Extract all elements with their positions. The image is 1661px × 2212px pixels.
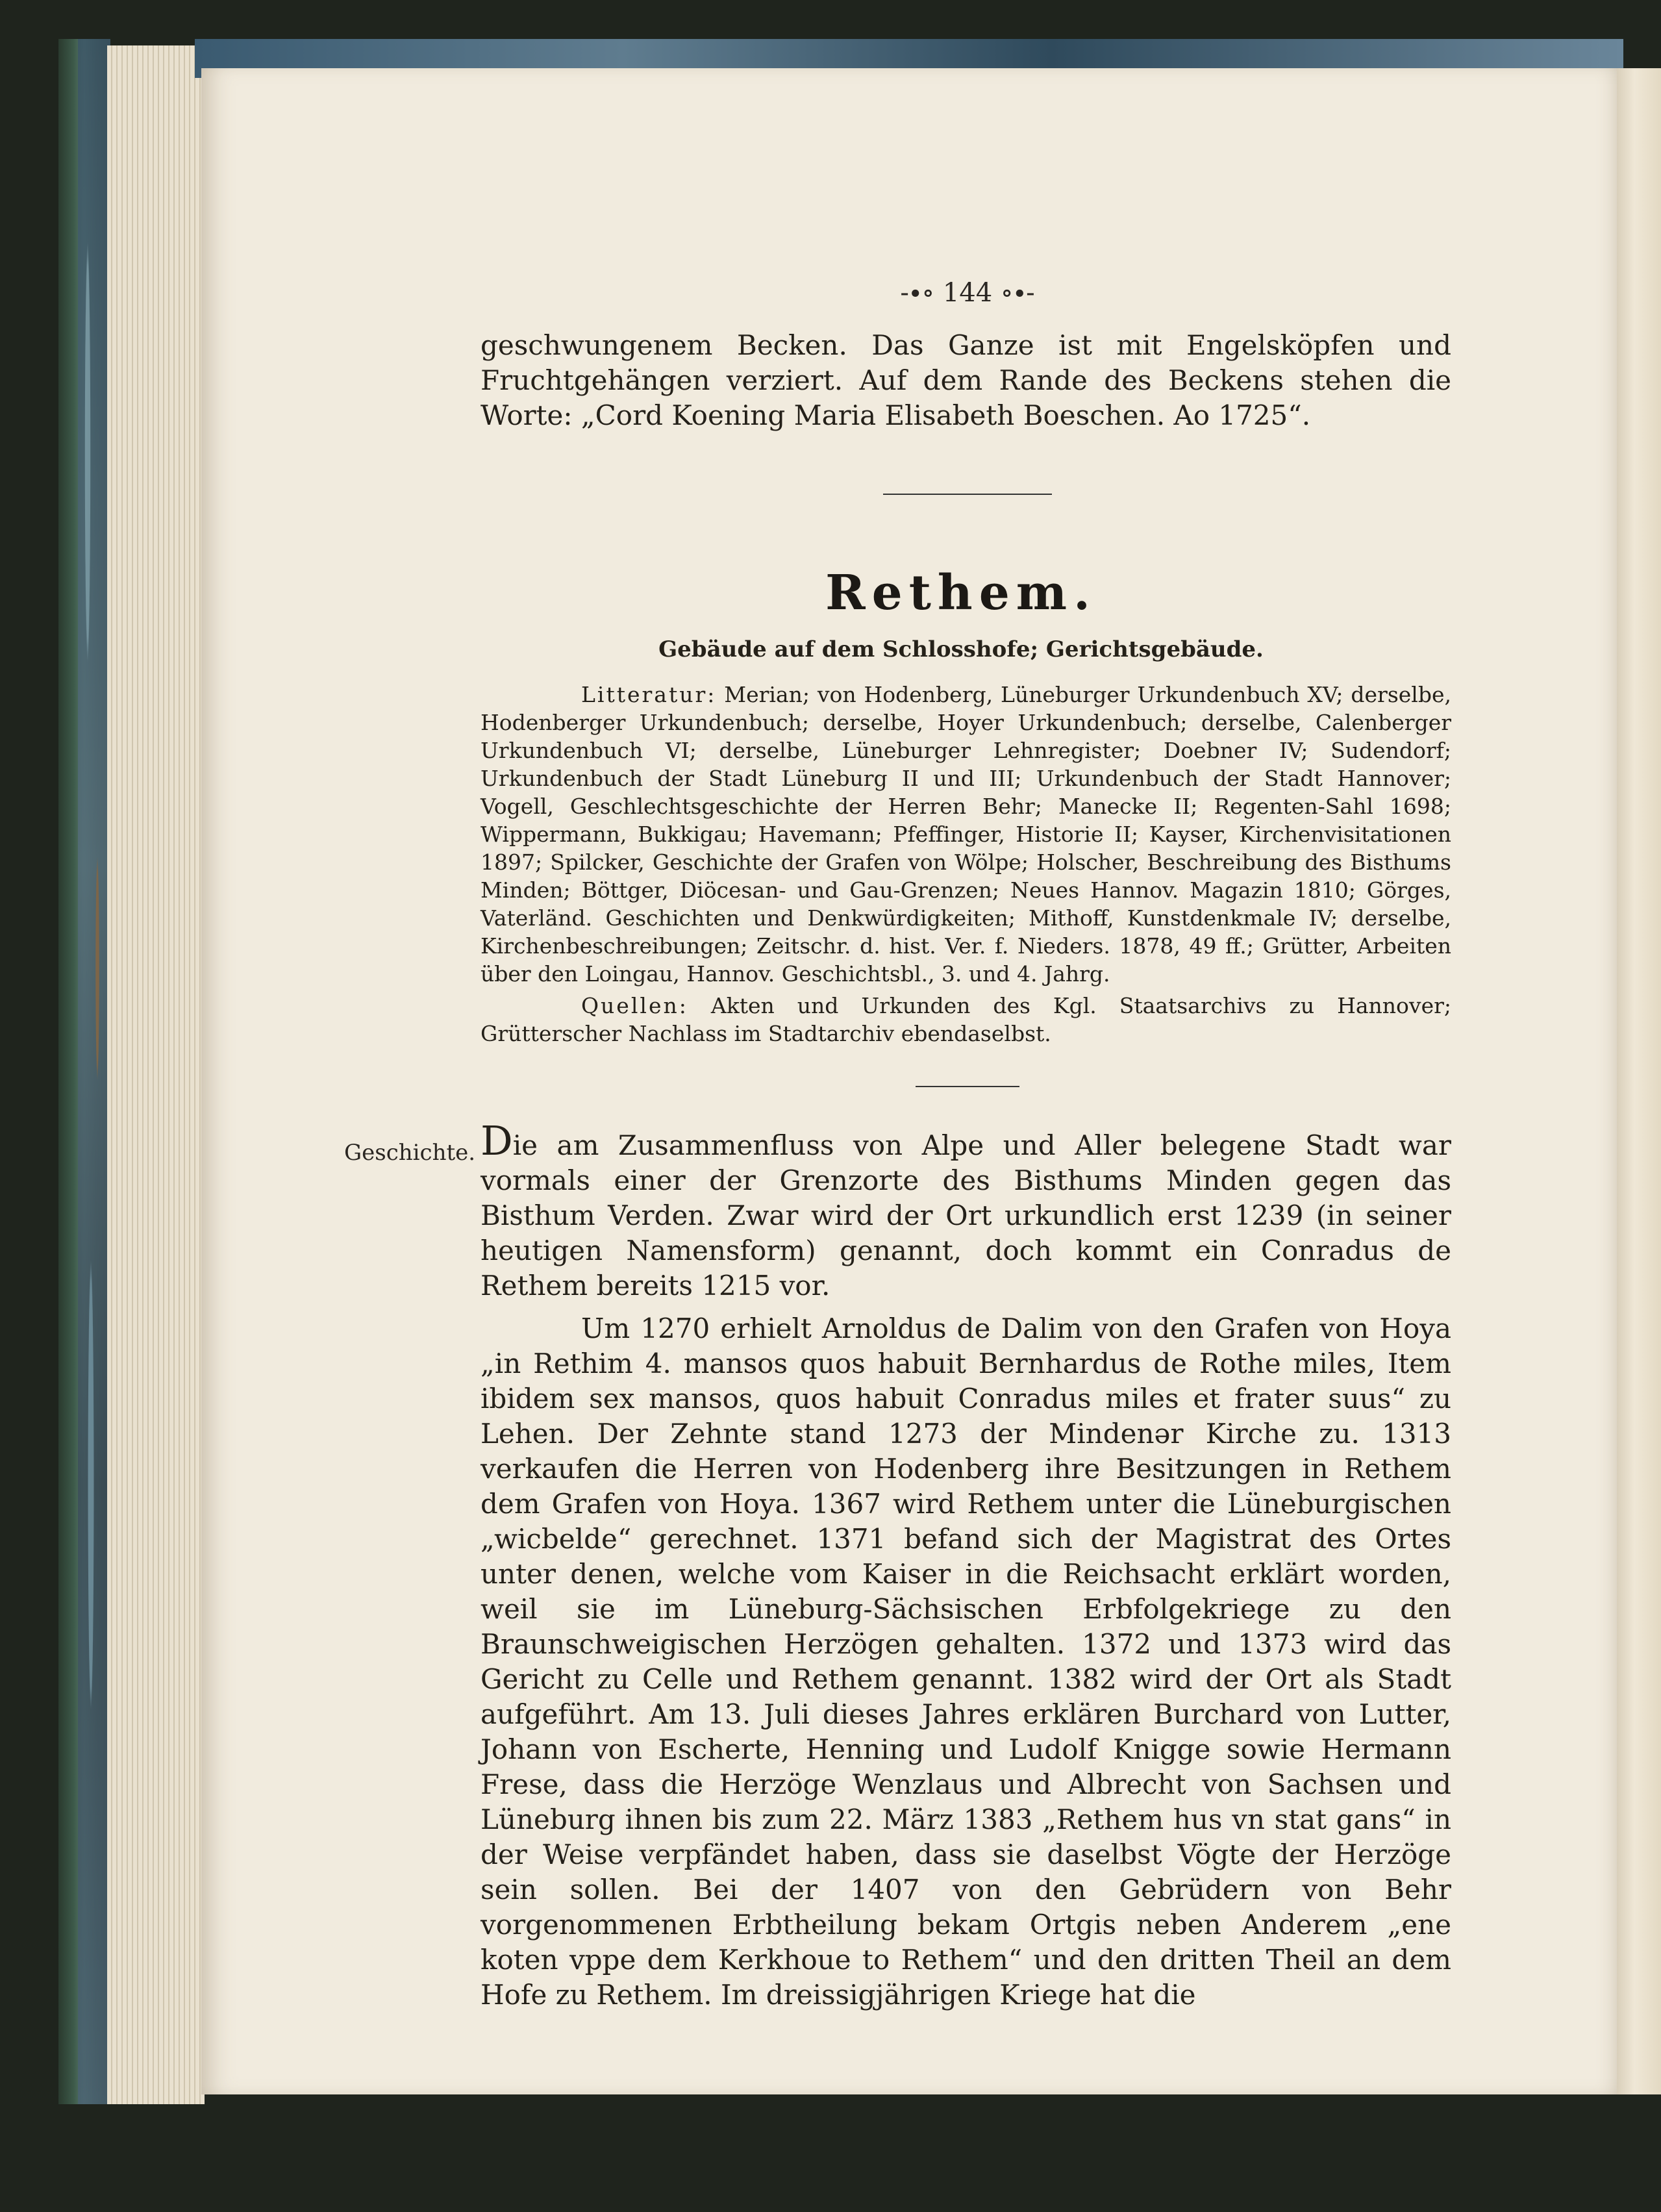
sources-text: Akten und Urkunden des Kgl. Staatsarchivs zu Hannover; Grütterscher Nachlass im Stadtarchiv ebendaselbst. [481, 993, 1451, 1046]
history-paragraph-2: Um 1270 erhielt Arnoldus de Dalim von den Grafen von Hoya „in Rethim 4. mansos quos habuit Bernhardus de Rothe miles, Item ibidem sex mansos, quos habuit Conradus miles et frater suus“ zu Lehen. Der Zehnte stand 1273 der Mindenər Kirche zu. 1313 verkaufen die Herren von Hodenberg ihre Besitzungen in Rethem dem Grafen von Hoya. 1367 wird Rethem unter die Lüneburgischen „wicbelde“ gerechnet. 1371 befand sich der Magistrat des Ortes unter denen, welche vom Kaiser in die Reichsacht erklärt worden, weil sie im Lüneburg-Sächsischen Erbfolgekriege zu den Braunschweigischen Herzögen gehalten. 1372 und 1373 wird das Gericht zu Celle und Rethem genannt. 1382 wird der Ort als Stadt aufgeführt. Am 13. Juli dieses Jahres erklären Burchard von Lutter, Johann von Escherte, Henning und Ludolf Knigge sowie Hermann Frese, dass die Herzöge Wenzlaus und Albrecht von Sachsen und Lüneburg ihnen bis zum 22. März 1383 „Rethem hus vn stat gans“ in der Weise verpfändet haben, dass sie daselbst Vögte der Herzöge sein sollen. Bei der 1407 von den Gebrüdern von Behr vorgenommenen Erbtheilung bekam Ortgis neben Anderem „ene koten vppe dem Kerkhoue to Rethem“ und den dritten Theil an dem Hofe zu Rethem. Im dreissigjährigen Kriege hat die [481, 1313, 1451, 2011]
right-page-edge [1617, 68, 1661, 2094]
literature-paragraph [481, 681, 1451, 988]
literature-label: Litteratur: [581, 682, 717, 707]
history-paragraph-1-text: ie am Zusammenfluss von Alpe und Aller belegene Stadt war vormals einer der Grenzorte des Bisthums Minden gegen das Bisthum Verden. Zwar wird der Ort urkundlich erst 1239 (in seiner heutigen Namensform) genannt, doch kommt ein Conradus de Rethem bereits 1215 vor. [481, 1129, 1451, 1301]
section-subtitle: Gebäude auf dem Schlosshofe; Gerichtsgebäude. [658, 636, 1264, 662]
page-number: -∙∘ 144 ∘∙- [900, 278, 1035, 308]
marbled-edge [78, 39, 110, 2104]
sources-label: Quellen: [581, 993, 688, 1018]
bibliography-block [481, 681, 1451, 1048]
margin-note: Geschichte. [344, 1140, 476, 1166]
continuation-paragraph [481, 328, 1451, 433]
literature-text: Merian; von Hodenberg, Lüneburger Urkundenbuch XV; derselbe, Hodenberger Urkundenbuch; derselbe, Hoyer Urkundenbuch; derselbe, Calenberger Urkundenbuch VI; derselbe, Lüneburger Lehnregister; Doebner IV; Sudendorf; Urkundenbuch der Stadt Lüneburg II und III; Urkundenbuch der Stadt Hannover; Vogell, Geschlechtsgeschichte der Herren Behr; Manecke II; Regenten-Sahl 1698; Wippermann, Bukkigau; Havemann; Pfeffinger, Historie II; Kayser, Kirchenvisitationen 1897; Spilcker, Geschichte der Grafen von Wölpe; Holscher, Beschreibung des Bisthums Minden; Böttger, Diöcesan- und Gau-Grenzen; Neues Hannov. Magazin 1810; Görges, Vaterländ. Geschichten und Denkwürdigkeiten; Mithoff, Kunstdenkmale IV; derselbe, Kirchenbeschreibungen; Zeitschr. d. hist. Ver. f. Nieders. 1878, 49 ff.; Grütter, Arbeiten über den Loingau, Hannov. Geschichtsbl., 3. und 4. Jahrg. [481, 682, 1451, 987]
divider-rule-1 [883, 494, 1052, 495]
page-stack [107, 45, 205, 2104]
history-section [481, 1117, 1451, 2013]
divider-rule-2 [916, 1086, 1019, 1087]
sources-paragraph [481, 992, 1451, 1048]
section-title: Rethem. [825, 565, 1097, 621]
history-paragraph-1 [481, 1117, 1451, 1303]
drop-cap: D [481, 1117, 513, 1164]
continuation-text: geschwungenem Becken. Das Ganze ist mit Engelsköpfen und Fruchtgehängen verziert. Auf dem Rande des Beckens stehen die Worte: „Cord Koening Maria Elisabeth Boeschen. Ao 1725“. [481, 329, 1451, 431]
